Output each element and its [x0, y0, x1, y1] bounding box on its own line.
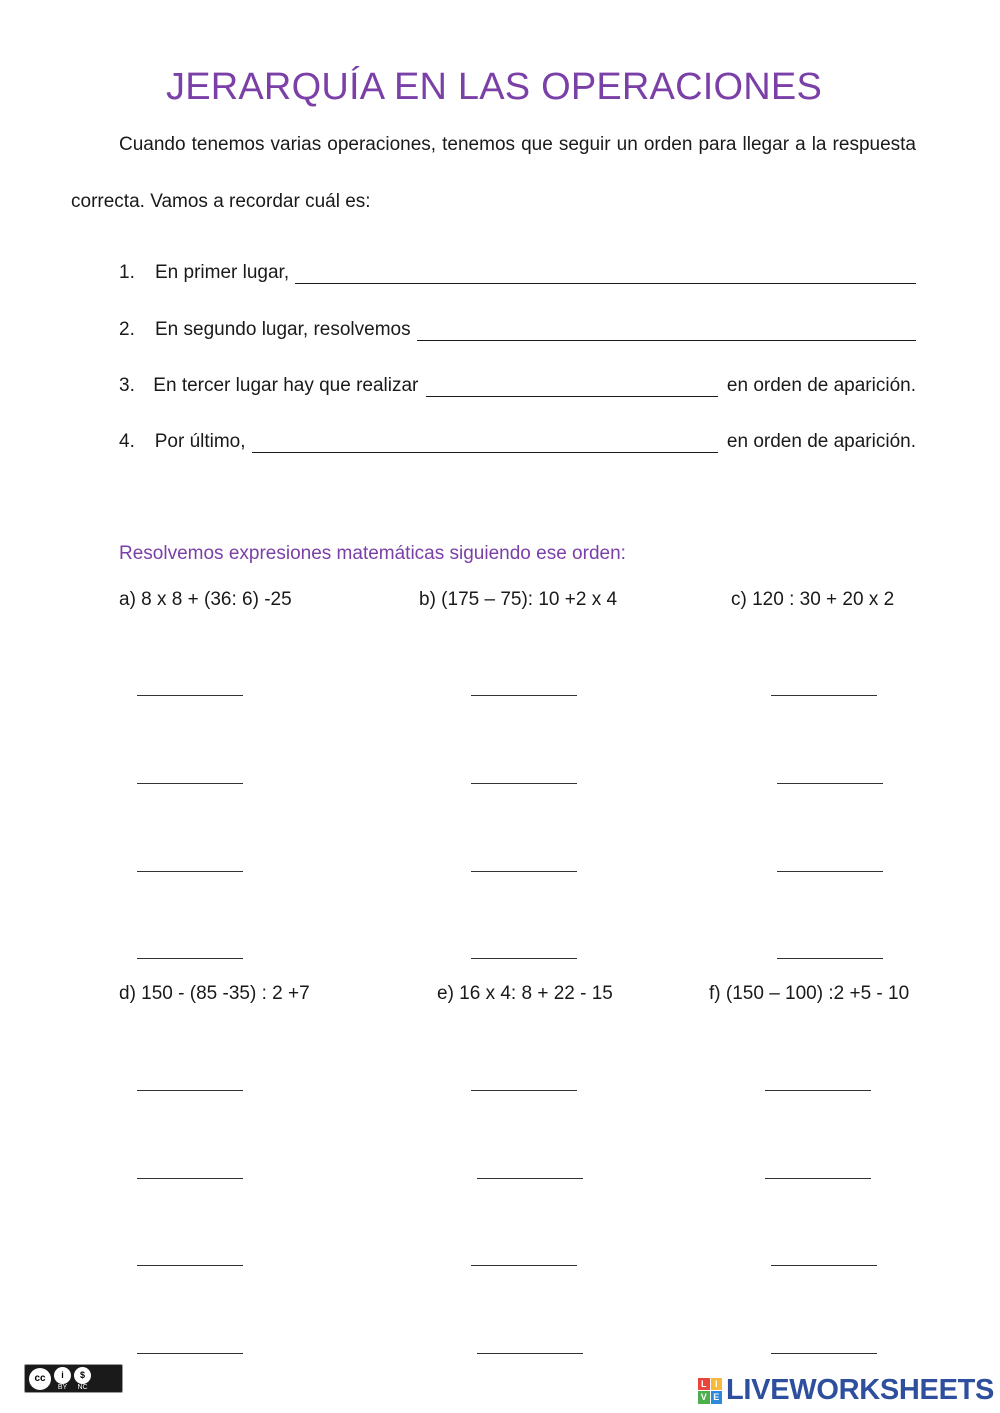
answer-line-b-3[interactable]: [471, 871, 577, 872]
answer-blank-4[interactable]: [252, 434, 718, 453]
answer-line-f-2[interactable]: [765, 1178, 871, 1179]
answer-blank-1[interactable]: [295, 265, 916, 284]
step-number: 4.: [119, 431, 135, 452]
step-4: [119, 431, 916, 453]
answer-line-e-4[interactable]: [477, 1353, 583, 1354]
answer-line-d-4[interactable]: [137, 1353, 243, 1354]
step-text: Por último,: [154, 431, 246, 452]
answer-line-a-1[interactable]: [137, 695, 243, 696]
answer-line-a-2[interactable]: [137, 783, 243, 784]
step-suffix: en orden de aparición.: [726, 375, 916, 396]
logo-letter-e: E: [711, 1391, 723, 1404]
attribution-icon: i: [54, 1367, 71, 1384]
answer-line-a-4[interactable]: [137, 958, 243, 959]
step-3: [119, 375, 916, 397]
answer-line-d-2[interactable]: [137, 1178, 243, 1179]
answer-line-b-1[interactable]: [471, 695, 577, 696]
step-1: [119, 262, 916, 284]
answer-blank-3[interactable]: [426, 378, 718, 397]
exercise-f: f) (150 – 100) :2 +5 - 10: [709, 983, 910, 1004]
answer-line-c-3[interactable]: [777, 871, 883, 872]
exercise-c: c) 120 : 30 + 20 x 2: [731, 589, 895, 610]
logo-letter-i: I: [711, 1378, 723, 1391]
answer-line-c-2[interactable]: [777, 783, 883, 784]
answer-line-b-2[interactable]: [471, 783, 577, 784]
answer-line-d-1[interactable]: [137, 1090, 243, 1091]
step-text: En segundo lugar, resolvemos: [155, 319, 411, 340]
step-text: En primer lugar,: [155, 262, 290, 283]
cc-license-badge: [24, 1364, 123, 1393]
step-text: En tercer lugar hay que realizar: [153, 375, 419, 396]
step-suffix: en orden de aparición.: [726, 431, 916, 452]
answer-line-e-1[interactable]: [471, 1090, 577, 1091]
answer-line-b-4[interactable]: [471, 958, 577, 959]
answer-line-e-3[interactable]: [471, 1265, 577, 1266]
nc-group: [74, 1367, 91, 1391]
brand-name: LIVEWORKSHEETS: [726, 1374, 995, 1406]
by-label: BY: [57, 1383, 68, 1391]
exercise-b: b) (175 – 75): 10 +2 x 4: [419, 589, 618, 610]
answer-line-f-1[interactable]: [765, 1090, 871, 1091]
answer-line-c-1[interactable]: [771, 695, 877, 696]
exercise-e: e) 16 x 4: 8 + 22 - 15: [437, 983, 613, 1004]
step-number: 3.: [119, 375, 135, 396]
step-number: 2.: [119, 319, 135, 340]
intro-line-2: correcta. Vamos a recordar cuál es:: [71, 191, 371, 212]
intro-line-1: Cuando tenemos varias operaciones, tenemos que seguir un orden para llegar a la respuesta: [119, 134, 916, 155]
by-group: [54, 1367, 71, 1391]
answer-line-f-3[interactable]: [771, 1265, 877, 1266]
cc-icon: cc: [29, 1368, 51, 1390]
liveworksheets-brand: [698, 1374, 994, 1407]
answer-line-a-3[interactable]: [137, 871, 243, 872]
liveworksheets-logo-icon: [698, 1378, 722, 1404]
noncommercial-icon: $: [74, 1367, 91, 1384]
exercise-a: a) 8 x 8 + (36: 6) -25: [119, 589, 292, 610]
nc-label: NC: [77, 1383, 88, 1391]
step-number: 1.: [119, 262, 135, 283]
answer-line-c-4[interactable]: [777, 958, 883, 959]
page-title: JERARQUÍA EN LAS OPERACIONES: [166, 66, 822, 108]
answer-line-d-3[interactable]: [137, 1265, 243, 1266]
step-2: [119, 319, 916, 341]
logo-letter-v: V: [698, 1391, 710, 1404]
logo-letter-l: L: [698, 1378, 710, 1391]
answer-blank-2[interactable]: [417, 322, 916, 341]
answer-line-f-4[interactable]: [771, 1353, 877, 1354]
exercises-title: Resolvemos expresiones matemáticas siguiendo ese orden:: [119, 543, 626, 564]
answer-line-e-2[interactable]: [477, 1178, 583, 1179]
exercise-d: d) 150 - (85 -35) : 2 +7: [119, 983, 310, 1004]
